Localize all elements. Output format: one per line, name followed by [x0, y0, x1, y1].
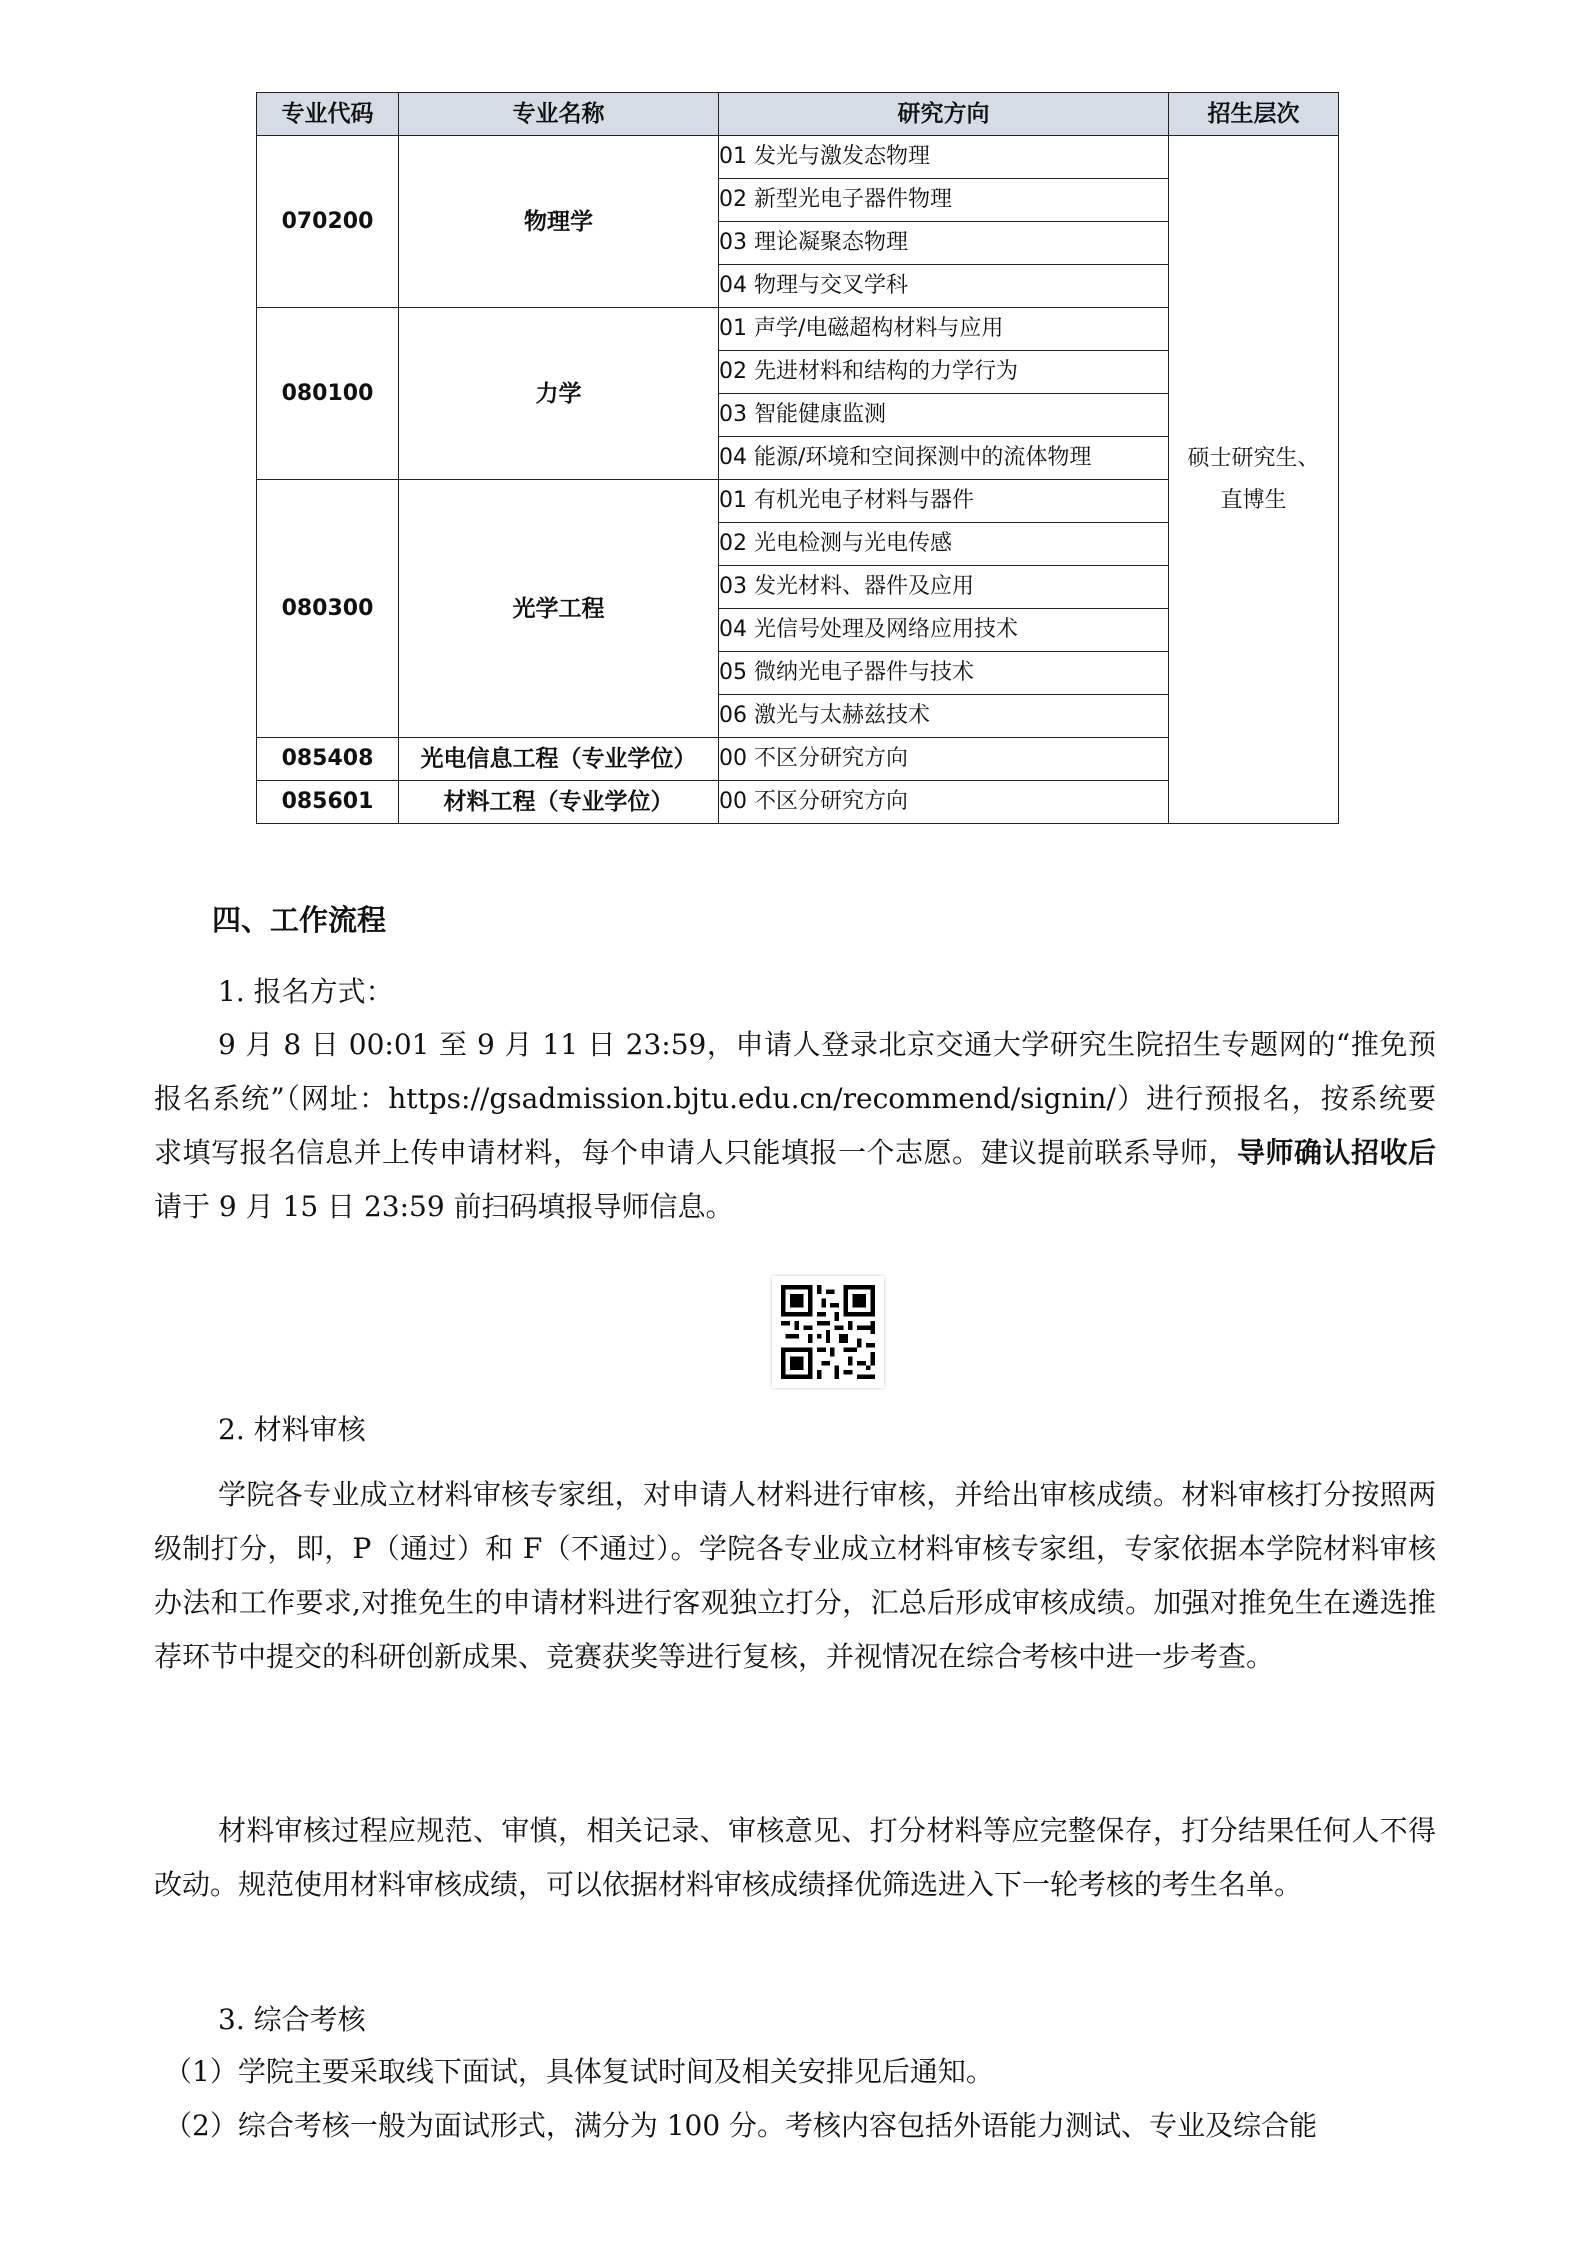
majors-table	[256, 92, 1339, 824]
header-enrollment-level: 招生层次	[1169, 93, 1339, 136]
research-direction: 02 光电检测与光电传感	[719, 523, 1169, 566]
qr-code-image[interactable]	[772, 1276, 884, 1388]
step3-item-2: （2）综合考核一般为面试形式，满分为 100 分。考核内容包括外语能力测试、专业及综合能	[164, 2109, 1318, 2142]
step3-item-1: （1）学院主要采取线下面试，具体复试时间及相关安排见后通知。	[164, 2055, 994, 2088]
header-major-name: 专业名称	[399, 93, 719, 136]
major-code: 085601	[257, 781, 399, 824]
research-direction: 03 智能健康监测	[719, 394, 1169, 437]
step1-paragraph	[154, 1018, 1436, 1234]
major-code: 080100	[257, 308, 399, 480]
major-name: 力学	[399, 308, 719, 480]
major-name: 光学工程	[399, 480, 719, 738]
research-direction: 06 激光与太赫兹技术	[719, 695, 1169, 738]
step1-tail-text: 请于 9 月 15 日 23:59 前扫码填报导师信息。	[154, 1190, 734, 1223]
step2-paragraph-1: 学院各专业成立材料审核专家组，对申请人材料进行审核，并给出审核成绩。材料审核打分按照两级制打分，即，P（通过）和 F（不通过）。学院各专业成立材料审核专家组，专家依据本学院材料审核办法和工作要求,对推免生的申请材料进行客观独立打分，汇总后形成审核成绩。加强对推免生在遴选推荐环节中提交的科研创新成果、竞赛获奖等进行复核，并视情况在综合考核中进一步考查。	[154, 1478, 1436, 1673]
research-direction: 04 光信号处理及网络应用技术	[719, 609, 1169, 652]
research-direction: 04 物理与交叉学科	[719, 265, 1169, 308]
research-direction: 00 不区分研究方向	[719, 738, 1169, 781]
research-direction: 02 先进材料和结构的力学行为	[719, 351, 1169, 394]
header-major-code: 专业代码	[257, 93, 399, 136]
research-direction: 00 不区分研究方向	[719, 781, 1169, 824]
major-name: 材料工程（专业学位）	[399, 781, 719, 824]
table-row	[257, 136, 1339, 179]
step3-title: 3. 综合考核	[218, 2003, 366, 2036]
enrollment-level	[1169, 136, 1339, 824]
enrollment-level-line1: 硕士研究生、	[1187, 445, 1320, 471]
research-direction: 01 有机光电子材料与器件	[719, 480, 1169, 523]
research-direction: 03 理论凝聚态物理	[719, 222, 1169, 265]
major-code: 080300	[257, 480, 399, 738]
step1-bold-text: 导师确认招收后	[1236, 1136, 1436, 1169]
major-code: 085408	[257, 738, 399, 781]
qr-code-icon	[772, 1276, 884, 1388]
research-direction: 01 发光与激发态物理	[719, 136, 1169, 179]
enrollment-level-line2: 直博生	[1220, 487, 1287, 513]
research-direction: 01 声学/电磁超构材料与应用	[719, 308, 1169, 351]
research-direction: 03 发光材料、器件及应用	[719, 566, 1169, 609]
major-code: 070200	[257, 136, 399, 308]
research-direction: 05 微纳光电子器件与技术	[719, 652, 1169, 695]
major-name: 物理学	[399, 136, 719, 308]
step1-title: 1. 报名方式：	[218, 975, 394, 1008]
research-direction: 02 新型光电子器件物理	[719, 179, 1169, 222]
header-research-direction: 研究方向	[719, 93, 1169, 136]
major-name: 光电信息工程（专业学位）	[399, 738, 719, 781]
research-direction: 04 能源/环境和空间探测中的流体物理	[719, 437, 1169, 480]
step2-paragraph-2: 材料审核过程应规范、审慎，相关记录、审核意见、打分材料等应完整保存，打分结果任何人不得改动。规范使用材料审核成绩，可以依据材料审核成绩择优筛选进入下一轮考核的考生名单。	[154, 1814, 1436, 1901]
section-title: 四、工作流程	[212, 903, 387, 937]
table-header-row	[257, 93, 1339, 136]
step1-text: 9 月 8 日 00:01 至 9 月 11 日 23:59，申请人登录北京交通大学研究生院招生专题网的“推免预报名系统”（网址：https://gsadmission.bjtu.edu.cn/recommend/signin/）进行预报名，按系统要求填写报名信息并上传申请材料，每个申请人只能填报一个志愿。建议提前联系导师，	[154, 1028, 1436, 1169]
step2-title: 2. 材料审核	[218, 1413, 366, 1446]
